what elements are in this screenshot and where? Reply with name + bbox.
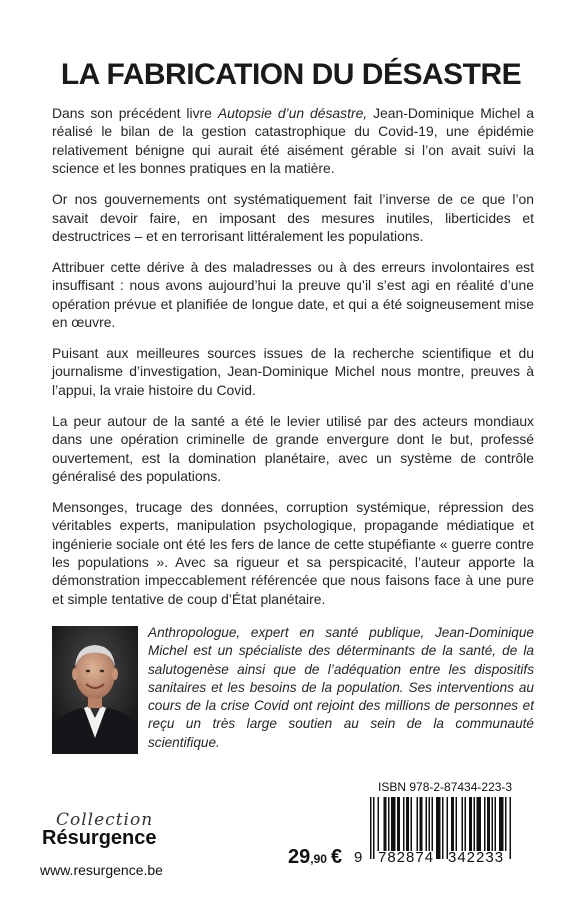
barcode-bar	[420, 797, 423, 851]
barcode-bar	[451, 797, 454, 851]
barcode-bar	[469, 797, 472, 851]
barcode-digits-left: 782874	[378, 849, 435, 866]
barcode-bar	[474, 797, 476, 851]
synopsis-paragraph-4: Puisant aux meilleures sources issues de la recherche scientifique et du journalisme d’investigation, Jean-Dominique Michel nous montre, preuves à l’appui, la vraie histoire du Covid.	[52, 344, 534, 398]
book-title: LA FABRICATION DU DÉSASTRE	[60, 58, 522, 91]
barcode-bar	[403, 797, 405, 851]
synopsis-paragraph-3: Attribuer cette dérive à des maladresses ou à des erreurs involontaires est insuffisant : nous avons aujourd’hui la preuve qu’il s’est agi en réalité d’une opération prévue et planifiée de longue date, et qui a été soigneusement mise en œuvre.	[52, 258, 534, 331]
synopsis	[52, 104, 534, 621]
book-reference: Autopsie d’un désastre,	[217, 105, 368, 121]
barcode-bar	[484, 797, 486, 851]
barcode-bar	[477, 797, 482, 851]
synopsis-paragraph-2: Or nos gouvernements ont systématiquement fait l’inverse de ce que l’on savait devoir faire, en imposant des mesures inutiles, liberticides et destructrices – et en terrorisant littéralement les populations.	[52, 191, 534, 244]
barcode-bar	[406, 797, 409, 851]
barcode-bar	[492, 797, 494, 851]
barcode-bar	[429, 797, 431, 851]
barcode-bar	[417, 797, 419, 851]
author-block	[52, 626, 534, 756]
barcode-bar	[391, 797, 396, 851]
isbn-label: ISBN 978-2-87434-223-3	[378, 780, 513, 794]
barcode-bar	[505, 797, 507, 851]
barcode-bar	[495, 797, 497, 851]
collection-script: Collection	[56, 810, 154, 830]
barcode-bar	[384, 797, 387, 851]
barcode	[354, 797, 518, 866]
author-photo	[52, 626, 138, 754]
price: 29,90 €	[288, 846, 343, 868]
barcode-bar	[510, 797, 512, 859]
author-portrait-image	[52, 626, 138, 754]
barcode-bar	[487, 797, 490, 851]
barcode-bar	[397, 797, 400, 851]
synopsis-paragraph-1: Dans son précédent livre Autopsie d’un désastre, Jean-Dominique Michel a réalisé le bilan de la gestion catastrophique du Covid-19, une épidémie relativement bénigne qui aurait été aisément gérable si l’on avait suivi la science et les bonnes pratiques en la matière.	[52, 105, 534, 177]
barcode-bar	[436, 797, 441, 859]
barcode-bar	[462, 797, 464, 851]
barcode-bar	[426, 797, 428, 851]
barcode-bar	[378, 797, 380, 851]
barcode-bar	[411, 797, 413, 851]
publisher-name: Résurgence	[42, 827, 157, 849]
author-biography: Anthropologue, expert en santé publique, Jean-Dominique Michel est un spécialiste des déterminants de la santé, de la salutogenèse ainsi que de l’adéquation entre les dispositifs sanitaires et les besoins de la population. Ses interventions au cours de la crise Covid ont rejoint des millions de personnes et reçu un très large soutien au sein de la communauté scientifique.	[148, 625, 534, 750]
barcode-bar	[370, 797, 372, 859]
barcode-bar	[465, 797, 467, 851]
barcode-bar	[432, 797, 434, 851]
barcode-digit-first: 9	[354, 849, 363, 866]
synopsis-paragraph-5: La peur autour de la santé a été le levier utilisé par des acteurs mondiaux dans une opération criminelle de grande envergure dont le but, professé ouvertement, est la domination planétaire, avec un système de contrôle généralisé des populations.	[52, 412, 534, 484]
barcode-bar	[499, 797, 504, 851]
barcode-bar	[442, 797, 444, 859]
synopsis-paragraph-6: Mensonges, trucage des données, corruption systémique, répression des véritables experts, manipulation psychologique, propagande médiatique et ingénierie sociale ont été les fers de lance de cette stupéfiante « guerre contre les populations ». Avec sa rigueur et sa perspicacité, l’auteur apporte la démonstration impeccablement référencée que nous faisons face à une pure et simple tentative de coup d’État planétaire.	[52, 498, 534, 607]
barcode-digits-right: 342233	[448, 849, 505, 866]
barcode-bar	[373, 797, 375, 859]
barcode-bar	[456, 797, 458, 851]
publisher-url: www.resurgence.be	[40, 862, 163, 878]
barcode-bar	[388, 797, 390, 851]
